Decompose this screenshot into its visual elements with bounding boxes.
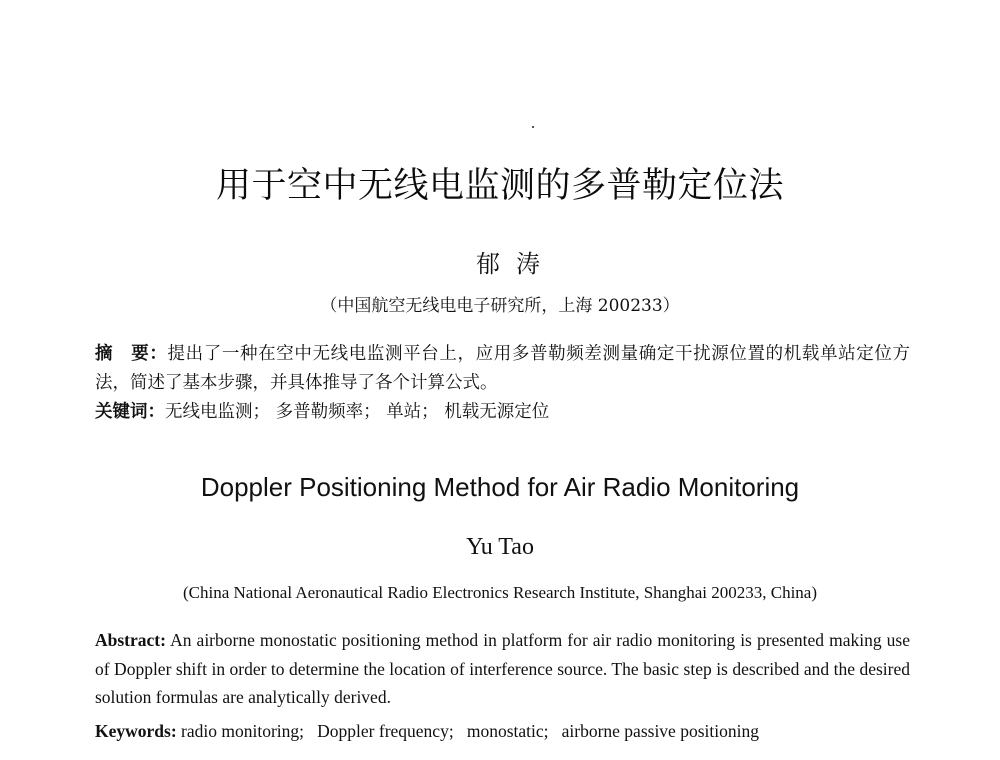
chinese-title: 用于空中无线电监测的多普勒定位法 — [215, 166, 784, 206]
english-keywords-label: Keywords: — [95, 721, 177, 741]
chinese-keywords: 关键词：无线电监测； 多普勒频率； 单站； 机载无源定位 — [95, 402, 550, 422]
english-author: Yu Tao — [466, 534, 534, 560]
english-keyword: radio monitoring — [181, 721, 300, 741]
english-abstract-text: An airborne monostatic positioning method in platform for air radio monitoring is presented making use of Doppler shift in order to determine the location of interference source. The basic step is described and the desired solution formulas are analytically derived. — [95, 630, 910, 707]
chinese-abstract-label: 摘 要： — [95, 344, 168, 364]
english-keyword: airborne passive positioning — [561, 721, 759, 741]
chinese-keyword: 机载无源定位 — [444, 402, 550, 422]
chinese-abstract — [95, 340, 910, 398]
chinese-keyword: 无线电监测 — [165, 402, 253, 422]
english-keyword: Doppler frequency — [317, 721, 449, 741]
scan-speck — [532, 126, 534, 128]
chinese-abstract-text: 提出了一种在空中无线电监测平台上，应用多普勒频差测量确定干扰源位置的机载单站定位方法，简述了基本步骤，并具体推导了各个计算公式。 — [95, 344, 910, 393]
chinese-keyword: 单站 — [386, 402, 422, 422]
chinese-keyword: 多普勒频率 — [275, 402, 364, 422]
english-abstract-label: Abstract: — [95, 630, 166, 650]
english-keyword: monostatic — [466, 721, 544, 741]
english-keywords: Keywords: radio monitoring; Doppler frequency; monostatic; airborne passive positioning — [95, 721, 759, 741]
english-affiliation: (China National Aeronautical Radio Electronics Research Institute, Shanghai 200233, China) — [182, 583, 818, 602]
english-title: Doppler Positioning Method for Air Radio Monitoring — [200, 472, 800, 502]
chinese-affiliation: （中国航空无线电电子研究所，上海 200233） — [320, 296, 680, 316]
chinese-keywords-label: 关键词： — [95, 402, 165, 422]
english-abstract — [95, 626, 910, 712]
chinese-author: 郁涛 — [476, 250, 556, 278]
